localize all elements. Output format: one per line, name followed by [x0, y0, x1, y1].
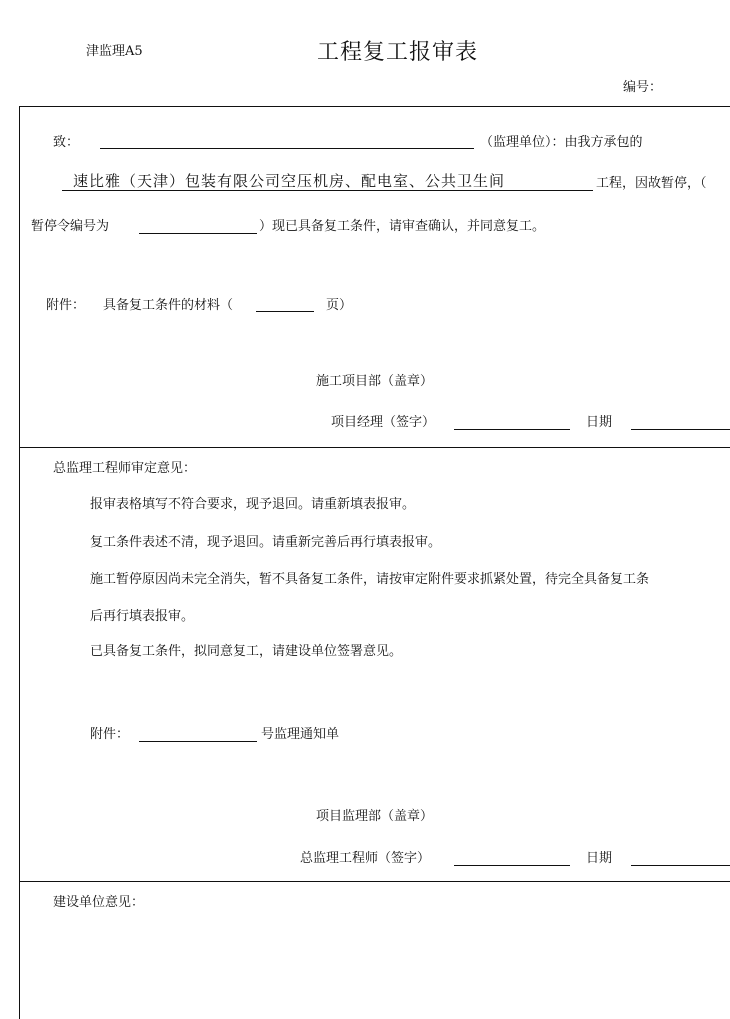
- review-heading: 总监理工程师审定意见：: [53, 461, 197, 476]
- review-option-4: 已具备复工条件，拟同意复工，请建设单位签署意见。: [90, 644, 403, 659]
- section-divider: [19, 447, 730, 448]
- owner-opinion-heading: 建设单位意见：: [53, 895, 145, 910]
- application-date-label: 日期: [586, 415, 613, 430]
- suspension-order-label: 暂停令编号为: [31, 219, 110, 234]
- attachment-text: 具备复工条件的材料（: [103, 298, 234, 313]
- table-left-border: [19, 106, 20, 1019]
- notice-number-field[interactable]: [139, 741, 257, 742]
- project-manager-signature-field[interactable]: [454, 429, 570, 430]
- supervision-dept-stamp: 项目监理部（盖章）: [316, 809, 434, 824]
- to-label: 致：: [53, 135, 80, 150]
- section-divider: [19, 881, 730, 882]
- review-date-field[interactable]: [631, 865, 730, 866]
- project-name: 速比雅（天津）包装有限公司空压机房、配电室、公共卫生间: [73, 172, 506, 190]
- suspension-order-number-field[interactable]: [139, 233, 257, 234]
- review-option-2: 复工条件表述不清，现予退回。请重新完善后再行填表报审。: [90, 535, 442, 550]
- review-option-3-line-1: 施工暂停原因尚未完全消失，暂不具备复工条件，请按审定附件要求抓紧处置，待完全具备复工条: [90, 572, 650, 587]
- attachment-pages-field[interactable]: [256, 311, 314, 312]
- chief-engineer-signature-label: 总监理工程师（签字）: [300, 851, 431, 866]
- supervision-unit-field[interactable]: [100, 148, 474, 149]
- review-attachment-label: 附件：: [90, 727, 130, 742]
- unit-suffix-text: （监理单位）：由我方承包的: [480, 135, 643, 150]
- page-title: 工程复工报审表: [317, 40, 479, 65]
- chief-engineer-signature-field[interactable]: [454, 865, 570, 866]
- attachment-label: 附件：: [46, 298, 86, 313]
- project-name-underline: [62, 190, 593, 191]
- review-option-3-line-2: 后再行填表报审。: [90, 609, 195, 624]
- project-suffix-text: 工程，因故暂停，（: [596, 176, 707, 191]
- serial-number-label: 编号：: [623, 80, 663, 95]
- review-attachment-suffix: 号监理通知单: [261, 727, 340, 742]
- application-date-field[interactable]: [631, 429, 730, 430]
- attachment-unit: 页）: [326, 298, 353, 313]
- project-manager-signature-label: 项目经理（签字）: [331, 415, 436, 430]
- construction-dept-stamp: 施工项目部（盖章）: [316, 374, 434, 389]
- review-option-1: 报审表格填写不符合要求，现予退回。请重新填表报审。: [90, 497, 416, 512]
- table-top-border: [19, 106, 730, 107]
- review-date-label: 日期: [586, 851, 613, 866]
- suspension-order-suffix: ）现已具备复工条件，请审查确认，并同意复工。: [259, 219, 546, 234]
- form-code: 津监理A5: [86, 44, 143, 59]
